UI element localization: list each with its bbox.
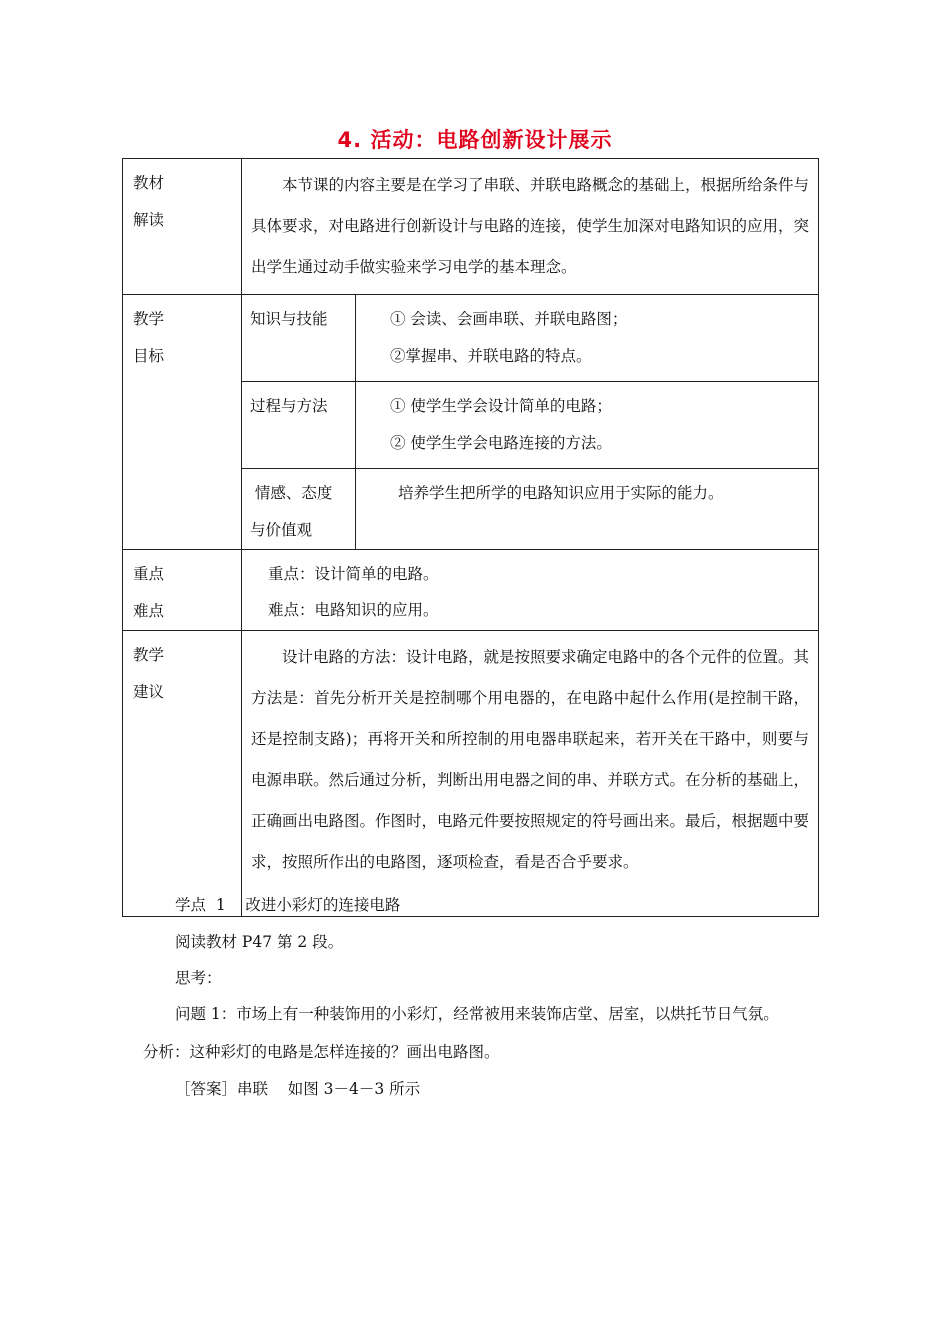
table-row bbox=[123, 631, 819, 917]
table-row bbox=[123, 159, 819, 295]
question-text: 问题 1：市场上有一种装饰用的小彩灯，经常被用来装饰店堂、居室，以烘托节日气氛。 bbox=[175, 1005, 779, 1023]
key-points: 重点：设计简单的电路。 难点：电路知识的应用。 bbox=[242, 550, 819, 631]
row-label: 教学 目标 bbox=[123, 295, 242, 550]
table-row bbox=[123, 550, 819, 631]
goal-category: 情感、态度 与价值观 bbox=[242, 469, 356, 550]
reading-instruction: 阅读教材 P47 第 2 段。 bbox=[175, 933, 344, 951]
teaching-suggestions: 设计电路的方法：设计电路，就是按照要求确定电路中的各个元件的位置。其方法是：首先分析开关是控制哪个用电器的，在电路中起什么作用(是控制干路，还是控制支路)；再将开关和所控制的用电器串联起来，若开关在干路中，则要与电源串联。然后通过分析，判断出用电器之间的串、并联方式。在分析的基础上，正确画出电路图。作图时，电路元件要按照规定的符号画出来。最后，根据题中要求，按照所作出的电路图，逐项检查，看是否合乎要求。 bbox=[242, 631, 819, 917]
goal-content: ① 会读、会画串联、并联电路图； ②掌握串、并联电路的特点。 bbox=[356, 295, 819, 382]
row-label: 教材 解读 bbox=[123, 159, 242, 295]
goal-category: 过程与方法 bbox=[242, 382, 356, 469]
goal-content: ① 使学生学会设计简单的电路； ② 使学生学会电路连接的方法。 bbox=[356, 382, 819, 469]
think-heading: 思考： bbox=[175, 969, 222, 987]
textbook-analysis: 本节课的内容主要是在学习了串联、并联电路概念的基础上，根据所给条件与具体要求，对电路进行创新设计与电路的连接，使学生加深对电路知识的应用，突出学生通过动手做实验来学习电学的基本理念。 bbox=[242, 159, 819, 295]
goal-category: 知识与技能 bbox=[242, 295, 356, 382]
lesson-table bbox=[122, 158, 819, 917]
row-label: 重点 难点 bbox=[123, 550, 242, 631]
row-label: 教学 建议 bbox=[123, 631, 242, 917]
goal-content: 培养学生把所学的电路知识应用于实际的能力。 bbox=[356, 469, 819, 550]
answer-text: ［答案］串联 如图 3－4－3 所示 bbox=[175, 1080, 421, 1098]
page-title: 4. 活动：电路创新设计展示 bbox=[337, 128, 613, 152]
analysis-text: 分析：这种彩灯的电路是怎样连接的？画出电路图。 bbox=[143, 1043, 500, 1061]
table-row bbox=[123, 295, 819, 382]
study-point: 学点 1 改进小彩灯的连接电路 bbox=[175, 896, 401, 914]
